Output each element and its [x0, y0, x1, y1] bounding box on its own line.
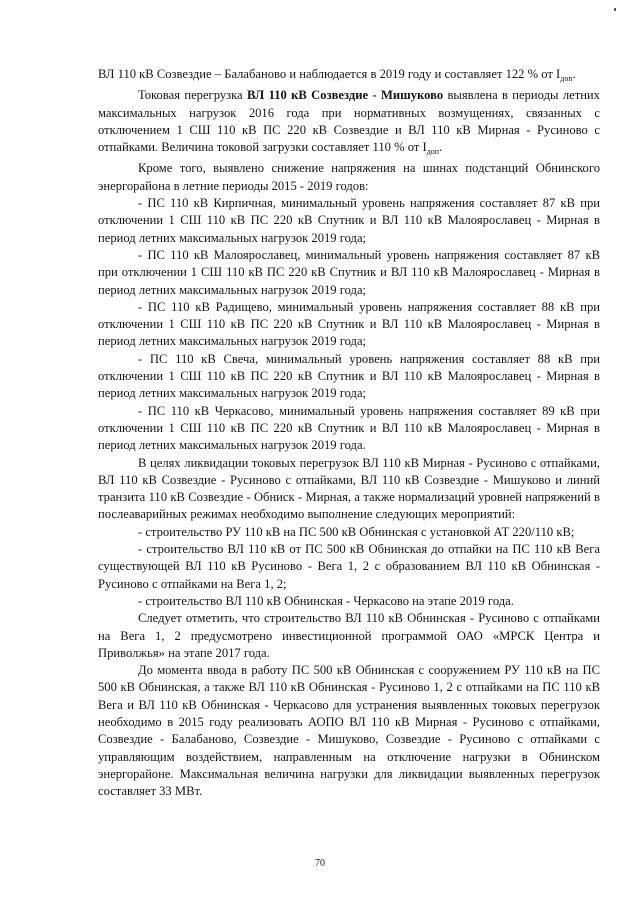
paragraph-text: - строительство ВЛ 110 кВ Обнинская - Черкасово на этапе 2019 года.: [138, 593, 514, 608]
paragraph-p0: [98, 66, 600, 87]
subscript: доп: [560, 74, 573, 83]
paragraph-p13: [98, 662, 600, 800]
paragraph-p7: [98, 403, 600, 455]
paragraph-p11: [98, 593, 600, 610]
page-number: 70: [315, 858, 325, 869]
paragraph-text: .: [439, 140, 443, 155]
paragraph-text: выявлена в периоды летних максимальных нагрузок 2016 года при нормативных возмущениях, связанных с отключением 1 СШ 110 кВ ПС 220 кВ Созвездие и ВЛ 110 кВ Мирная - Русиново с отпайками. Величина токовой загрузки составляет 110 % от I: [98, 88, 600, 155]
paragraph-text: - ПС 110 кВ Кирпичная, минимальный уровень напряжения составляет 87 кВ при отключении 1 СШ 110 кВ ПС 220 кВ Спутник и ВЛ 110 кВ Малоярославец - Мирная в период летних максимальных нагрузок 2019 года;: [98, 196, 600, 245]
scan-speck: [614, 8, 616, 11]
subscript: доп: [426, 147, 440, 157]
bold-text: ВЛ 110 кВ Созвездие - Мишуково: [246, 88, 444, 103]
paragraph-text: Токовая перегрузка: [138, 88, 247, 103]
paragraph-text: - строительство ВЛ 110 кВ от ПС 500 кВ Обнинская до отпайки на ПС 110 кВ Вега существующей ВЛ 110 кВ Русиново - Вега 1, 2 с образованием ВЛ 110 кВ Обнинская - Русиново с отпайками на Вега 1, 2;: [98, 542, 600, 591]
paragraph-text: - ПС 110 кВ Черкасово, минимальный уровень напряжения составляет 89 кВ при отключении 1 СШ 110 кВ ПС 220 кВ Спутник и ВЛ 110 кВ Малоярославец - Мирная в период летних максимальных нагрузок 2019 года.: [98, 403, 600, 453]
paragraph-text: - ПС 110 кВ Свеча, минимальный уровень напряжения составляет 88 кВ при отключении 1 СШ 110 кВ ПС 220 кВ Спутник и ВЛ 110 кВ Малоярославец - Мирная в период летних максимальных нагрузок 2019 года;: [98, 351, 600, 401]
paragraph-p10: [98, 541, 600, 593]
paragraph-text: В целях ликвидации токовых перегрузок ВЛ 110 кВ Мирная - Русиново с отпайками, ВЛ 110 кВ Созвездие - Русиново с отпайками, ВЛ 110 кВ Созвездие - Мишуково и линий транзита 110 кВ Созвездие - Обниск - Мирная, а также нормализаций уровней напряжений в послеаварийных режимах необходимо выполнение следующих мероприятий:: [98, 455, 600, 522]
paragraph-p2: [98, 160, 600, 195]
paragraph-text: Следует отметить, что строительство ВЛ 110 кВ Обнинская - Русиново с отпайками на Вега 1, 2 предусмотрено инвестиционной программой ОАО «МРСК Центра и Приволжья» на этапе 2017 года.: [98, 611, 600, 660]
paragraph-text: - ПС 110 кВ Малоярославец, минимальный уровень напряжения составляет 87 кВ при отключении 1 СШ 110 кВ ПС 220 кВ Спутник и ВЛ 110 кВ Малоярославец - Мирная в период летних максимальных нагрузок 2019 года;: [98, 247, 600, 297]
paragraph-p1: [98, 87, 600, 160]
paragraph-p5: [98, 299, 600, 351]
paragraph-p4: [98, 247, 600, 299]
paragraph-text: - строительство РУ 110 кВ на ПС 500 кВ Обнинская с установкой АТ 220/110 кВ;: [138, 524, 575, 539]
paragraph-p6: [98, 351, 600, 403]
paragraph-p3: [98, 195, 600, 247]
paragraph-text: Кроме того, выявлено снижение напряжения на шинах подстанций Обнинского энергорайона в летние периоды 2015 - 2019 годов:: [98, 161, 600, 193]
paragraph-text: ВЛ 110 кВ Созвездие – Балабаново и наблюдается в 2019 году и составляет 122 % от I: [98, 67, 561, 81]
paragraph-text: До момента ввода в работу ПС 500 кВ Обнинская с сооружением РУ 110 кВ на ПС 500 кВ Обнинская, а также ВЛ 110 кВ Обнинская - Русиново 1, 2 с отпайками на ПС 110 кВ Вега и ВЛ 110 кВ Обнинская - Черкасово для устранения выявленных токовых перегрузок необходимо в 2015 году реализовать АОПО ВЛ 110 кВ Мирная - Русиново с отпайками, Созвездие - Балабаново, Созвездие - Мишуково, Созвездие - Русиново с отпайками с управляющим воздействием, направленным на отключение нагрузки в Обнинском энергорайоне. Максимальная величина нагрузки для ликвидации выявленных перегрузок составляет 33 МВт.: [98, 663, 600, 799]
paragraph-p12: [98, 610, 600, 662]
document-body: [98, 66, 600, 800]
paragraph-text: - ПС 110 кВ Радищево, минимальный уровень напряжения составляет 88 кВ при отключении 1 СШ 110 кВ ПС 220 кВ Спутник и ВЛ 110 кВ Малоярославец - Мирная в период летних максимальных нагрузок 2019 года;: [98, 299, 600, 349]
paragraph-p8: [98, 455, 600, 524]
paragraph-text: .: [572, 67, 576, 81]
paragraph-p9: [98, 524, 600, 541]
